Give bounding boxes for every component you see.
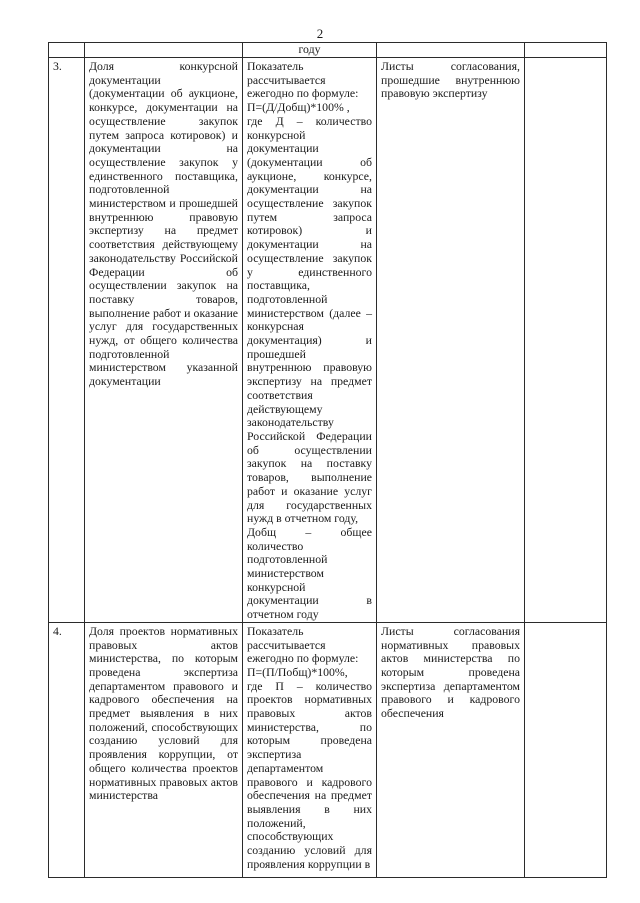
cell-indicator: Доля конкурсной документации (документации об аукционе, конкурсе, документации на осуществление закупок путем запроса котировок) и документации на осуществление закупок у единственного поставщика, подготовленной министерством и прошедшей внутреннюю правовую экспертизу на предмет соответствия действующему законодательству Российской Федерации об осуществлении закупок на поставку товаров, выполнение работ и оказание услуг для государственных нужд, от общего количества подготовленной министерством указанной документации	[85, 58, 243, 623]
cell-note	[525, 58, 607, 623]
cell-basis: Листы согласования нормативных правовых актов министерства по которым проведена экспертиза департаментом правового и кадрового обеспечения	[377, 622, 525, 877]
cell-number: 3.	[49, 58, 85, 623]
cell-method: году	[243, 43, 377, 58]
cell-indicator	[85, 43, 243, 58]
cell-basis: Листы согласования, прошедшие внутреннюю правовую экспертизу	[377, 58, 525, 623]
indicators-table	[48, 42, 607, 878]
table-row-continuation	[49, 43, 607, 58]
table-row	[49, 622, 607, 877]
cell-basis	[377, 43, 525, 58]
cell-number	[49, 43, 85, 58]
cell-note	[525, 622, 607, 877]
cell-number: 4.	[49, 622, 85, 877]
cell-method: Показатель рассчитывается ежегодно по формуле: П=(П/Побщ)*100%, где П – количество проектов нормативных правовых актов министерства, по которым проведена экспертиза департаментом правового и кадрового обеспечения на предмет выявления в них положений, способствующих созданию условий для проявления коррупции в	[243, 622, 377, 877]
table-row	[49, 58, 607, 623]
page-number: 2	[316, 26, 324, 41]
cell-method: Показатель рассчитывается ежегодно по формуле: П=(Д/Добщ)*100% , где Д – количество конкурсной документации (документации об аукционе, конкурсе, документации на осуществление закупок путем запроса котировок) и документации на осуществление закупок у единственного поставщика, подготовленной министерством (далее – конкурсная документация) и прошедшей внутреннюю правовую экспертизу на предмет соответствия действующему законодательству Российской Федерации об осуществлении закупок на поставку товаров, выполнение работ и оказание услуг для государственных нужд в отчетном году, Добщ – общее количество подготовленной министерством конкурсной документации в отчетном году	[243, 58, 377, 623]
cell-note	[525, 43, 607, 58]
cell-indicator: Доля проектов нормативных правовых актов министерства, по которым проведена экспертиза департаментом правового и кадрового обеспечения на предмет выявления в них положений, способствующих созданию условий для проявления коррупции, от общего количества проектов нормативных правовых актов министерства	[85, 622, 243, 877]
